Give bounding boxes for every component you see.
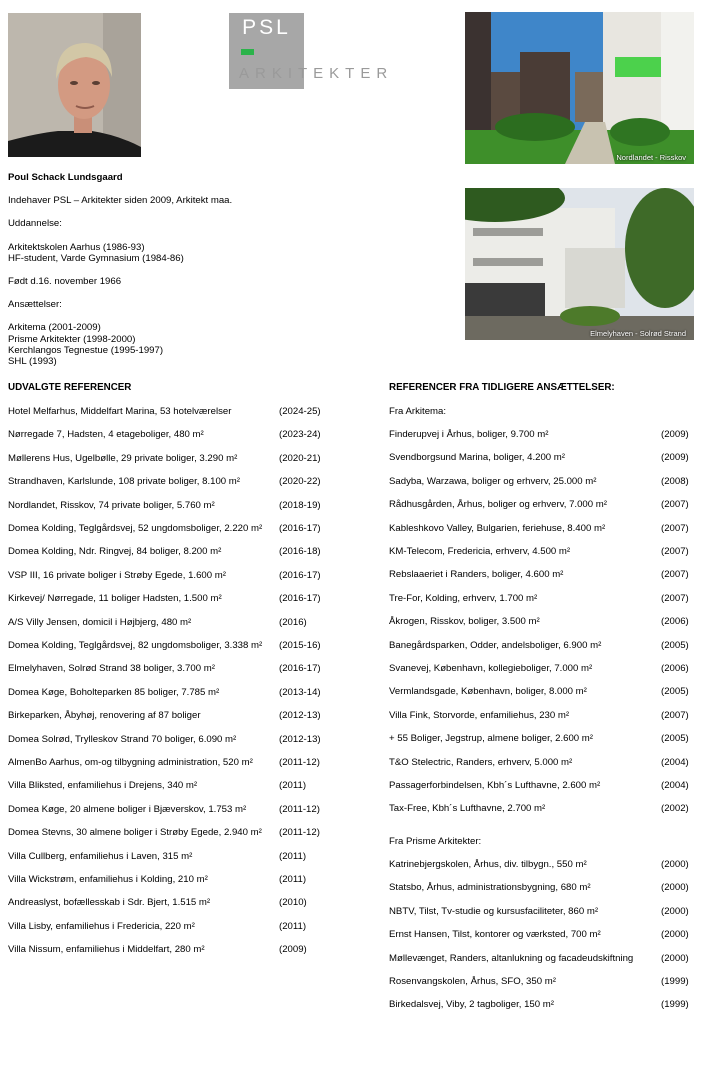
reference-title: Villa Lisby, enfamiliehus i Fredericia, 220 m² bbox=[8, 920, 195, 932]
reference-row bbox=[8, 406, 321, 417]
employment-item: Kerchlangos Tegnestue (1995-1997) bbox=[8, 344, 164, 356]
reference-title: Villa Wickstrøm, enfamiliehus i Kolding, 210 m² bbox=[8, 874, 208, 885]
previous-references-heading: REFERENCER FRA TIDLIGERE ANSÆTTELSER: bbox=[389, 382, 615, 393]
reference-row bbox=[8, 733, 321, 745]
project-photo-nordlandet bbox=[465, 12, 694, 164]
reference-year: (2011) bbox=[279, 874, 307, 885]
reference-row bbox=[8, 897, 307, 909]
logo-psl-text: PSL bbox=[242, 16, 291, 39]
photo-caption: Nordlandet - Risskov bbox=[616, 153, 686, 162]
reference-title: Finderupvej i Århus, boliger, 9.700 m² bbox=[389, 429, 549, 440]
reference-row bbox=[389, 452, 689, 464]
reference-title: Elmelyhaven, Solrød Strand 38 boliger, 3.700 m² bbox=[8, 663, 215, 675]
reference-row bbox=[389, 686, 689, 698]
reference-row bbox=[389, 592, 689, 604]
reference-title: Svanevej, København, kollegieboliger, 7.000 m² bbox=[389, 663, 593, 674]
reference-title: Statsbo, Århus, administrationsbygning, 680 m² bbox=[389, 882, 591, 894]
reference-year: (2007) bbox=[661, 546, 689, 557]
reference-title: NBTV, Tilst, Tv-studie og kursusfaciliteter, 860 m² bbox=[389, 905, 599, 917]
reference-year: (2000) bbox=[661, 952, 689, 964]
reference-year: (2009) bbox=[279, 944, 307, 956]
reference-title: VSP III, 16 private boliger i Strøby Egede, 1.600 m² bbox=[8, 569, 226, 581]
reference-year: (2016-17) bbox=[279, 523, 321, 534]
reference-row bbox=[389, 663, 689, 674]
reference-row bbox=[8, 429, 321, 441]
reference-row bbox=[8, 476, 321, 488]
reference-title: Villa Fink, Storvorde, enfamiliehus, 230 m² bbox=[389, 709, 570, 721]
portrait-photo bbox=[8, 13, 141, 157]
reference-year: (2011-12) bbox=[279, 803, 320, 815]
reference-title: Domea Kolding, Teglgårdsvej, 52 ungdomsboliger, 2.220 m² bbox=[8, 523, 263, 534]
reference-title: Birkeparken, Åbyhøj, renovering af 87 boliger bbox=[8, 710, 201, 722]
reference-year: (2015-16) bbox=[279, 640, 321, 651]
reference-year: (2016-17) bbox=[279, 663, 321, 675]
reference-year: (2011-12) bbox=[279, 757, 320, 768]
reference-year: (2013-14) bbox=[279, 686, 321, 698]
reference-title: Passagerforbindelsen, Kbh´s Lufthavne, 2.600 m² bbox=[389, 780, 601, 791]
reference-title: Nørregade 7, Hadsten, 4 etageboliger, 480 m² bbox=[8, 429, 204, 441]
reference-title: Kirkevej/ Nørregade, 11 boliger Hadsten, 1.500 m² bbox=[8, 593, 222, 605]
logo-arkitekter-text: ARKITEKTER bbox=[239, 65, 394, 82]
reference-year: (2024-25) bbox=[279, 406, 321, 417]
reference-year: (2007) bbox=[661, 709, 689, 721]
reference-year: (2005) bbox=[661, 686, 689, 698]
reference-year: (2006) bbox=[661, 663, 689, 674]
reference-row bbox=[389, 905, 689, 917]
selected-references-heading: UDVALGTE REFERENCER bbox=[8, 382, 132, 393]
reference-title: Kableshkovo Valley, Bulgarien, feriehuse, 8.400 m² bbox=[389, 522, 606, 534]
owner-line: Indehaver PSL – Arkitekter siden 2009, Arkitekt maa. bbox=[8, 195, 233, 207]
reference-title: A/S Villy Jensen, domicil i Højbjerg, 480 m² bbox=[8, 616, 192, 628]
born-line: Født d.16. november 1966 bbox=[8, 276, 122, 288]
reference-year: (2011-12) bbox=[279, 827, 320, 839]
reference-row bbox=[8, 920, 307, 932]
reference-title: Andreaslyst, bofællesskab i Sdr. Bjert, 1.515 m² bbox=[8, 897, 211, 909]
reference-title: Villa Nissum, enfamiliehus i Middelfart, 280 m² bbox=[8, 944, 205, 956]
reference-title: Møllerens Hus, Ugelbølle, 29 private boliger, 3.290 m² bbox=[8, 452, 238, 464]
reference-title: Tre-For, Kolding, erhverv, 1.700 m² bbox=[389, 592, 538, 604]
photo-caption: Elmelyhaven - Solrød Strand bbox=[590, 329, 686, 338]
reference-title: Domea Solrød, Trylleskov Strand 70 boliger, 6.090 m² bbox=[8, 733, 237, 745]
reference-title: Domea Stevns, 30 almene boliger i Strøby Egede, 2.940 m² bbox=[8, 827, 262, 839]
reference-row bbox=[8, 757, 320, 768]
reference-row bbox=[8, 803, 320, 815]
reference-title: AlmenBo Aarhus, om-og tilbygning administration, 520 m² bbox=[8, 757, 253, 768]
reference-title: Banegårdsparken, Odder, andelsboliger, 6.900 m² bbox=[389, 639, 602, 651]
reference-row bbox=[389, 882, 689, 894]
reference-row bbox=[389, 733, 689, 745]
reference-year: (2020-22) bbox=[279, 476, 321, 488]
reference-year: (2011) bbox=[279, 780, 307, 792]
reference-row bbox=[389, 976, 689, 987]
reference-title: Rådhusgården, Århus, boliger og erhverv, 7.000 m² bbox=[389, 499, 607, 511]
reference-title: Nordlandet, Risskov, 74 private boliger, 5.760 m² bbox=[8, 499, 215, 511]
reference-year: (2000) bbox=[661, 929, 689, 941]
reference-row bbox=[389, 569, 689, 581]
reference-year: (1999) bbox=[661, 976, 689, 987]
reference-row bbox=[389, 709, 689, 721]
reference-title: Birkedalsvej, Viby, 2 tagboliger, 150 m² bbox=[389, 999, 554, 1011]
reference-year: (2012-13) bbox=[279, 733, 321, 745]
bio-section bbox=[8, 172, 338, 367]
reference-row bbox=[8, 663, 321, 675]
reference-row bbox=[389, 859, 689, 870]
reference-year: (2002) bbox=[661, 803, 689, 815]
reference-title: Domea Køge, Boholteparken 85 boliger, 7.785 m² bbox=[8, 686, 220, 698]
reference-row bbox=[8, 523, 321, 534]
reference-row bbox=[8, 593, 321, 605]
reference-title: Domea Kolding, Teglgårdsvej, 82 ungdomsboliger, 3.338 m² bbox=[8, 640, 263, 651]
reference-row bbox=[389, 546, 689, 557]
reference-title: + 55 Boliger, Jegstrup, almene boliger, 2.600 m² bbox=[389, 733, 593, 745]
reference-year: (1999) bbox=[661, 999, 689, 1011]
reference-title: Møllevænget, Randers, altanlukning og facadeudskiftning bbox=[389, 952, 634, 964]
reference-title: Villa Bliksted, enfamiliehus i Drejens, 340 m² bbox=[8, 780, 198, 792]
reference-row bbox=[389, 780, 689, 791]
reference-year: (2005) bbox=[661, 733, 689, 745]
reference-title: Rebslaaeriet i Randers, boliger, 4.600 m² bbox=[389, 569, 564, 581]
reference-row bbox=[8, 944, 307, 956]
reference-year: (2007) bbox=[661, 522, 689, 534]
logo-green-dash bbox=[241, 49, 254, 55]
reference-row bbox=[389, 929, 689, 941]
reference-row bbox=[8, 710, 321, 722]
reference-row bbox=[8, 452, 321, 464]
reference-year: (2004) bbox=[661, 780, 689, 791]
reference-year: (2000) bbox=[661, 882, 689, 894]
reference-row bbox=[389, 999, 689, 1011]
reference-year: (2016) bbox=[279, 616, 307, 628]
reference-row bbox=[8, 827, 320, 839]
reference-year: (2000) bbox=[661, 859, 689, 870]
group-label-arkitema: Fra Arkitema: bbox=[389, 406, 447, 417]
reference-row bbox=[389, 616, 689, 628]
reference-row bbox=[8, 686, 321, 698]
reference-row bbox=[389, 499, 689, 511]
reference-title: Vermlandsgade, København, boliger, 8.000 m² bbox=[389, 686, 587, 698]
reference-year: (2008) bbox=[661, 475, 689, 487]
reference-title: Svendborgsund Marina, boliger, 4.200 m² bbox=[389, 452, 565, 464]
reference-year: (2010) bbox=[279, 897, 307, 909]
project-photo-elmelyhaven bbox=[465, 188, 694, 340]
reference-year: (2009) bbox=[661, 452, 689, 464]
education-label: Uddannelse: bbox=[8, 218, 62, 230]
reference-year: (2011) bbox=[279, 920, 307, 932]
reference-row bbox=[8, 546, 321, 558]
education-item: Arkitektskolen Aarhus (1986-93) bbox=[8, 241, 145, 253]
reference-title: Villa Cullberg, enfamiliehus i Laven, 315 m² bbox=[8, 850, 193, 862]
reference-title: T&O Stelectric, Randers, erhverv, 5.000 m² bbox=[389, 756, 573, 768]
employment-label: Ansættelser: bbox=[8, 299, 62, 311]
reference-year: (2009) bbox=[661, 429, 689, 440]
reference-row bbox=[8, 616, 307, 628]
employment-item: Arkitema (2001-2009) bbox=[8, 322, 101, 334]
reference-year: (2007) bbox=[661, 569, 689, 581]
reference-year: (2007) bbox=[661, 499, 689, 511]
reference-title: Åkrogen, Risskov, boliger, 3.500 m² bbox=[389, 616, 540, 628]
reference-row bbox=[389, 522, 689, 534]
reference-title: Rosenvangskolen, Århus, SFO, 350 m² bbox=[389, 976, 556, 987]
reference-row bbox=[8, 569, 321, 581]
group-label-prisme: Fra Prisme Arkitekter: bbox=[389, 836, 482, 847]
reference-row bbox=[8, 780, 307, 792]
reference-year: (2006) bbox=[661, 616, 689, 628]
reference-title: Domea Kolding, Ndr. Ringvej, 84 boliger, 8.200 m² bbox=[8, 546, 222, 558]
employment-item: SHL (1993) bbox=[8, 356, 57, 368]
reference-title: Sadyba, Warzawa, boliger og erhverv, 25.000 m² bbox=[389, 475, 597, 487]
reference-title: Hotel Melfarhus, Middelfart Marina, 53 hotelværelser bbox=[8, 406, 232, 417]
reference-row bbox=[389, 756, 689, 768]
reference-year: (2012-13) bbox=[279, 710, 321, 722]
reference-row bbox=[8, 640, 321, 651]
reference-year: (2005) bbox=[661, 639, 689, 651]
reference-row bbox=[389, 429, 689, 440]
reference-year: (2011) bbox=[279, 850, 307, 862]
person-name: Poul Schack Lundsgaard bbox=[8, 172, 123, 183]
reference-year: (2004) bbox=[661, 756, 689, 768]
reference-year: (2016-17) bbox=[279, 593, 321, 605]
reference-year: (2020-21) bbox=[279, 452, 321, 464]
reference-row bbox=[8, 850, 307, 862]
reference-row bbox=[8, 874, 307, 885]
reference-year: (2000) bbox=[661, 905, 689, 917]
reference-year: (2016-17) bbox=[279, 569, 321, 581]
reference-year: (2023-24) bbox=[279, 429, 321, 441]
reference-row bbox=[389, 639, 689, 651]
reference-title: Tax-Free, Kbh´s Lufthavne, 2.700 m² bbox=[389, 803, 546, 815]
reference-title: Katrinebjergskolen, Århus, div. tilbygn., 550 m² bbox=[389, 859, 587, 870]
reference-year: (2007) bbox=[661, 592, 689, 604]
reference-title: KM-Telecom, Fredericia, erhverv, 4.500 m² bbox=[389, 546, 571, 557]
reference-row bbox=[8, 499, 321, 511]
reference-year: (2016-18) bbox=[279, 546, 321, 558]
reference-title: Strandhaven, Karlslunde, 108 private boliger, 8.100 m² bbox=[8, 476, 240, 488]
reference-row bbox=[389, 803, 689, 815]
reference-title: Ernst Hansen, Tilst, kontorer og værksted, 700 m² bbox=[389, 929, 601, 941]
education-item: HF-student, Varde Gymnasium (1984-86) bbox=[8, 252, 184, 264]
reference-row bbox=[389, 475, 689, 487]
reference-title: Domea Køge, 20 almene boliger i Bjæverskov, 1.753 m² bbox=[8, 803, 247, 815]
reference-row bbox=[389, 952, 689, 964]
employment-item: Prisme Arkitekter (1998-2000) bbox=[8, 333, 136, 345]
reference-year: (2018-19) bbox=[279, 499, 321, 511]
